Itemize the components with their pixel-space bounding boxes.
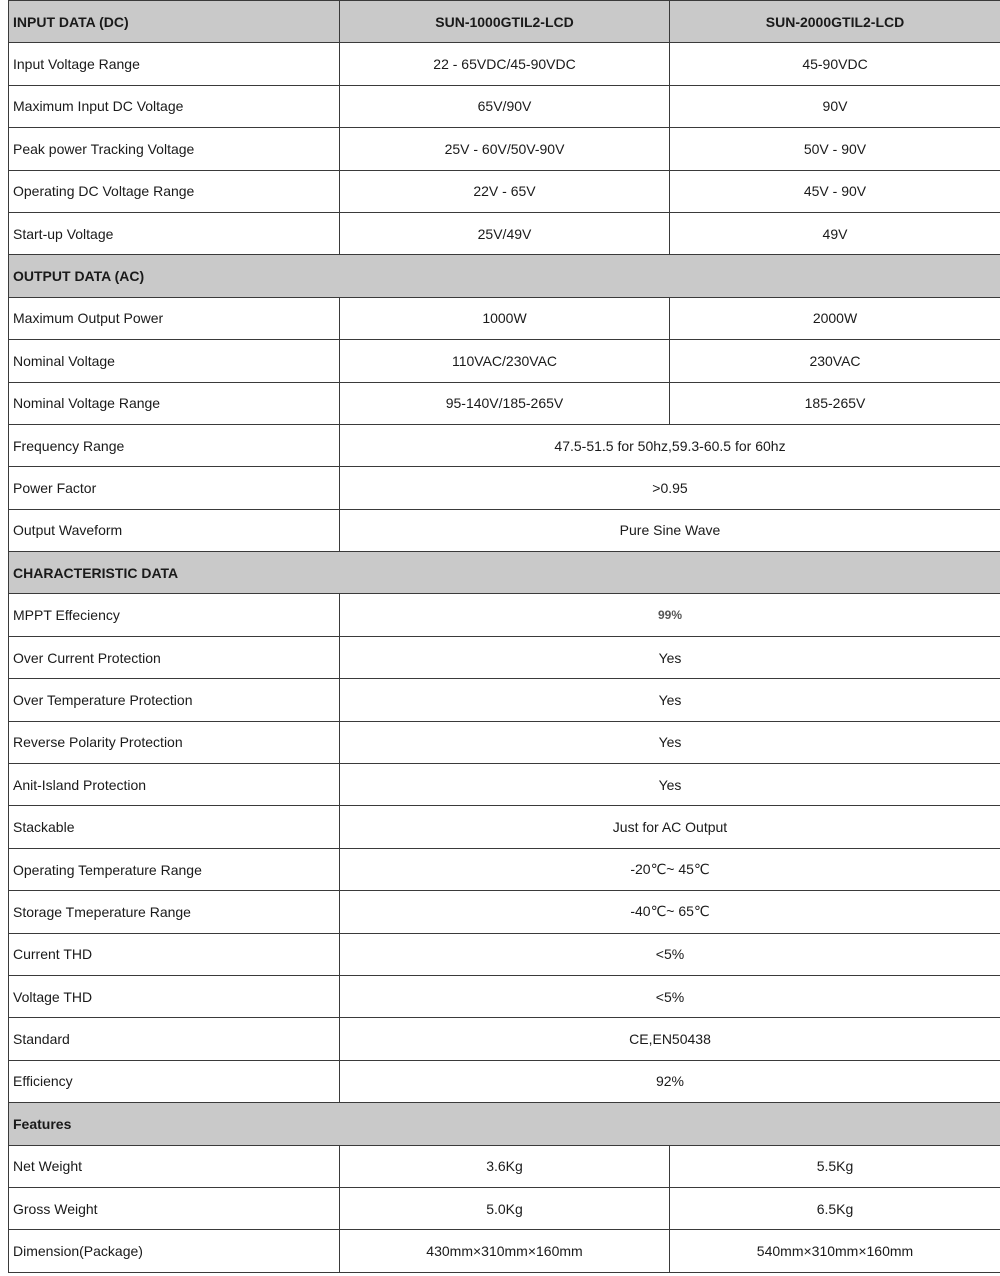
model-a-value: 25V - 60V/50V-90V: [340, 128, 670, 170]
model-a-value: 22V - 65V: [340, 170, 670, 212]
row-label: Start-up Voltage: [9, 212, 340, 254]
shared-value: Yes: [340, 679, 1000, 721]
row-label: Nominal Voltage Range: [9, 382, 340, 424]
row-label: Over Temperature Protection: [9, 679, 340, 721]
row-label: Efficiency: [9, 1060, 340, 1102]
table-row: [9, 1018, 1000, 1060]
model-a-value: 5.0Kg: [340, 1187, 670, 1229]
table-row: [9, 891, 1000, 933]
table-row: [9, 297, 1000, 339]
model-b-value: 90V: [670, 85, 1000, 127]
table-row: [9, 467, 1000, 509]
shared-value: Yes: [340, 636, 1000, 678]
shared-value: <5%: [340, 975, 1000, 1017]
shared-value: -40℃~ 65℃: [340, 891, 1000, 933]
characteristic-data-section-title: CHARACTERISTIC DATA: [9, 552, 1000, 594]
shared-value: 47.5-51.5 for 50hz,59.3-60.5 for 60hz: [340, 424, 1000, 466]
table-row: [9, 85, 1000, 127]
table-row: [9, 509, 1000, 551]
row-label: Storage Tmeperature Range: [9, 891, 340, 933]
row-label: Maximum Output Power: [9, 297, 340, 339]
table-row: [9, 975, 1000, 1017]
table-row: [9, 933, 1000, 975]
model-b-value: 49V: [670, 212, 1000, 254]
shared-value: 99%: [340, 594, 1000, 636]
row-label: Frequency Range: [9, 424, 340, 466]
row-label: Dimension(Package): [9, 1230, 340, 1272]
row-label: Output Waveform: [9, 509, 340, 551]
table-row: [9, 1187, 1000, 1229]
table-row: [9, 43, 1000, 85]
model-b-value: 6.5Kg: [670, 1187, 1000, 1229]
model-a-value: 95-140V/185-265V: [340, 382, 670, 424]
shared-value: 92%: [340, 1060, 1000, 1102]
model-b-value: 540mm×310mm×160mm: [670, 1230, 1000, 1272]
row-label: Net Weight: [9, 1145, 340, 1187]
row-label: Peak power Tracking Voltage: [9, 128, 340, 170]
table-row: [9, 1145, 1000, 1187]
model-b-value: 45-90VDC: [670, 43, 1000, 85]
row-label: Input Voltage Range: [9, 43, 340, 85]
model-a-value: 430mm×310mm×160mm: [340, 1230, 670, 1272]
shared-value: CE,EN50438: [340, 1018, 1000, 1060]
row-label: Operating DC Voltage Range: [9, 170, 340, 212]
model-a-value: 110VAC/230VAC: [340, 340, 670, 382]
model-b-value: 185-265V: [670, 382, 1000, 424]
model-b-value: 45V - 90V: [670, 170, 1000, 212]
row-label: Current THD: [9, 933, 340, 975]
spec-table: [8, 0, 1000, 1273]
shared-value: >0.95: [340, 467, 1000, 509]
table-row: [9, 848, 1000, 890]
row-label: Reverse Polarity Protection: [9, 721, 340, 763]
shared-value: Pure Sine Wave: [340, 509, 1000, 551]
row-label: Anit-Island Protection: [9, 764, 340, 806]
model-b-value: 50V - 90V: [670, 128, 1000, 170]
shared-value: -20℃~ 45℃: [340, 848, 1000, 890]
table-row: [9, 340, 1000, 382]
row-label: Nominal Voltage: [9, 340, 340, 382]
shared-value: Yes: [340, 764, 1000, 806]
model-a-value: 65V/90V: [340, 85, 670, 127]
row-label: Gross Weight: [9, 1187, 340, 1229]
table-row: [9, 424, 1000, 466]
shared-value: Yes: [340, 721, 1000, 763]
shared-value: <5%: [340, 933, 1000, 975]
row-label: Maximum Input DC Voltage: [9, 85, 340, 127]
output-data-header-row: [9, 255, 1000, 297]
table-row: [9, 128, 1000, 170]
table-row: [9, 1060, 1000, 1102]
model-b-value: 230VAC: [670, 340, 1000, 382]
features-section-title: Features: [9, 1103, 1000, 1145]
row-label: Standard: [9, 1018, 340, 1060]
model-a-value: 22 - 65VDC/45-90VDC: [340, 43, 670, 85]
row-label: Power Factor: [9, 467, 340, 509]
table-row: [9, 721, 1000, 763]
model-a-value: 25V/49V: [340, 212, 670, 254]
characteristic-data-header-row: [9, 552, 1000, 594]
model-a-value: 1000W: [340, 297, 670, 339]
model-b-value: 5.5Kg: [670, 1145, 1000, 1187]
table-row: [9, 636, 1000, 678]
model-a-heading: SUN-1000GTIL2-LCD: [340, 1, 670, 43]
input-data-header-row: [9, 1, 1000, 43]
features-header-row: [9, 1103, 1000, 1145]
table-row: [9, 594, 1000, 636]
model-a-value: 3.6Kg: [340, 1145, 670, 1187]
table-row: [9, 382, 1000, 424]
row-label: Stackable: [9, 806, 340, 848]
row-label: Over Current Protection: [9, 636, 340, 678]
table-row: [9, 806, 1000, 848]
row-label: MPPT Effeciency: [9, 594, 340, 636]
output-data-section-title: OUTPUT DATA (AC): [9, 255, 1000, 297]
row-label: Operating Temperature Range: [9, 848, 340, 890]
shared-value: Just for AC Output: [340, 806, 1000, 848]
table-row: [9, 764, 1000, 806]
model-b-value: 2000W: [670, 297, 1000, 339]
table-row: [9, 679, 1000, 721]
table-row: [9, 1230, 1000, 1272]
model-b-heading: SUN-2000GTIL2-LCD: [670, 1, 1000, 43]
table-row: [9, 170, 1000, 212]
input-data-section-title: INPUT DATA (DC): [9, 1, 340, 43]
table-row: [9, 212, 1000, 254]
row-label: Voltage THD: [9, 975, 340, 1017]
